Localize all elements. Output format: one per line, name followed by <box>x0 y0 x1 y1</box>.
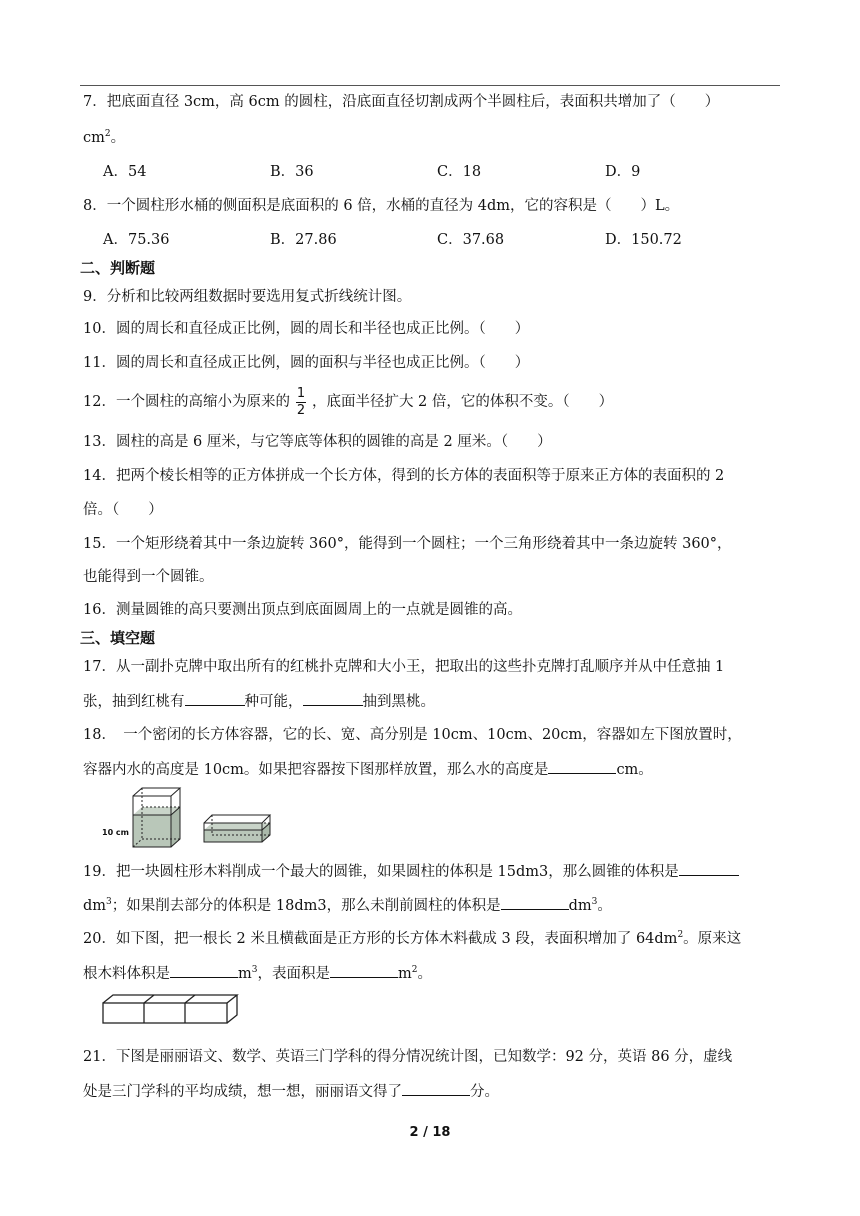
answer-blank-18[interactable] <box>548 759 616 774</box>
answer-blank-20b[interactable] <box>330 963 398 978</box>
question-18-line2: 容器内水的高度是 10cm。如果把容器按下图那样放置，那么水的高度是 cm。 <box>83 759 783 780</box>
section-heading-judgement: 二、判断题 <box>80 259 156 277</box>
q7-option-a[interactable]: A．54 <box>103 164 147 180</box>
question-14-line2: 倍。（ ） <box>83 502 163 518</box>
q7-option-d[interactable]: D．9 <box>605 164 641 180</box>
question-21-line2: 处是三门学科的平均成绩，想一想，丽丽语文得了 分。 <box>83 1081 783 1102</box>
water-height-label: 10 cm <box>102 828 129 837</box>
question-7-line1: 7．把底面直径 3cm，高 6cm 的圆柱，沿底面直径切割成两个半圆柱后，表面积共增加了（ ） <box>83 94 720 110</box>
answer-blank-19a[interactable] <box>679 861 739 876</box>
answer-blank-19b[interactable] <box>501 895 569 910</box>
answer-blank-17b[interactable] <box>303 691 363 706</box>
question-17-line1: 17．从一副扑克牌中取出所有的红桃扑克牌和大小王，把取出的这些扑克牌打乱顺序并从中任意抽 1 <box>83 659 725 675</box>
page-number: 2 / 18 <box>409 1125 451 1140</box>
answer-blank-17a[interactable] <box>185 691 245 706</box>
question-7-line2: $cm^2$。 <box>83 129 126 146</box>
question-14-line1: 14．把两个棱长相等的正方体拼成一个长方体，得到的长方体的表面积等于原来正方体的表面积的 2 <box>83 468 725 484</box>
q8-option-c[interactable]: C．37.68 <box>437 232 505 248</box>
question-9: 9．分析和比较两组数据时要选用复式折线统计图。 <box>83 289 412 305</box>
question-20-line2: 根木料体积是 $m^3$，表面积是 $m^2$。 <box>83 965 432 982</box>
section-heading-fill-in: 三、填空题 <box>80 629 156 647</box>
question-19-line2: $dm^3$；如果削去部分的体积是 18dm3，那么未削前圆柱的体积是 $dm^3$。 <box>83 897 612 914</box>
question-17-line2: 张，抽到红桃有 种可能， 抽到黑桃。 <box>83 691 783 712</box>
question-20-line1: 20．如下图，把一根长 2 米且横截面是正方形的长方体木料截成 3 段，表面积增加了 $64dm^2$。原来这 <box>83 930 742 947</box>
question-15-line1: 15．一个矩形绕着其中一条边旋转 360°，能得到一个圆柱；一个三角形绕着其中一条边旋转 360°， <box>83 536 732 552</box>
fraction-one-half: $\frac{1}{2}$ <box>296 385 306 418</box>
question-11: 11．圆的周长和直径成正比例，圆的面积与半径也成正比例。（ ） <box>83 355 530 371</box>
question-13: 13．圆柱的高是 6 厘米，与它等底等体积的圆锥的高是 2 厘米。（ ） <box>83 434 552 450</box>
question-15-line2: 也能得到一个圆锥。 <box>83 569 214 585</box>
answer-blank-20a[interactable] <box>170 963 238 978</box>
question-8: 8．一个圆柱形水桶的侧面积是底面积的 6 倍，水桶的直径为 4dm，它的容积是（ ）L。 <box>83 198 680 214</box>
q8-option-b[interactable]: B．27.86 <box>270 232 337 248</box>
q8-option-a[interactable]: A．75.36 <box>103 232 170 248</box>
container-figure <box>100 785 280 850</box>
question-16: 16．测量圆锥的高只要测出顶点到底面圆周上的一点就是圆锥的高。 <box>83 602 522 618</box>
q7-option-c[interactable]: C．18 <box>437 164 482 180</box>
header-rule <box>80 85 780 86</box>
question-21-line1: 21．下图是丽丽语文、数学、英语三门学科的得分情况统计图，已知数学：92 分，英语 86 分，虚线 <box>83 1049 733 1065</box>
answer-blank-21[interactable] <box>402 1081 470 1096</box>
q8-option-d[interactable]: D．150.72 <box>605 232 682 248</box>
question-12: 12．一个圆柱的高缩小为原来的 $\frac{1}{2}$ ，底面半径扩大 2 倍，它的体积不变。（ ） <box>83 385 614 418</box>
wood-segments-figure <box>100 993 245 1027</box>
question-10: 10．圆的周长和直径成正比例，圆的周长和半径也成正比例。（ ） <box>83 321 530 337</box>
q7-option-b[interactable]: B．36 <box>270 164 314 180</box>
question-19-line1: 19．把一块圆柱形木料削成一个最大的圆锥，如果圆柱的体积是 15dm3，那么圆锥的体积是 <box>83 861 783 882</box>
question-18-line1: 18． 一个密闭的长方体容器，它的长、宽、高分别是 10cm、10cm、20cm，容器如左下图放置时， <box>83 727 742 743</box>
